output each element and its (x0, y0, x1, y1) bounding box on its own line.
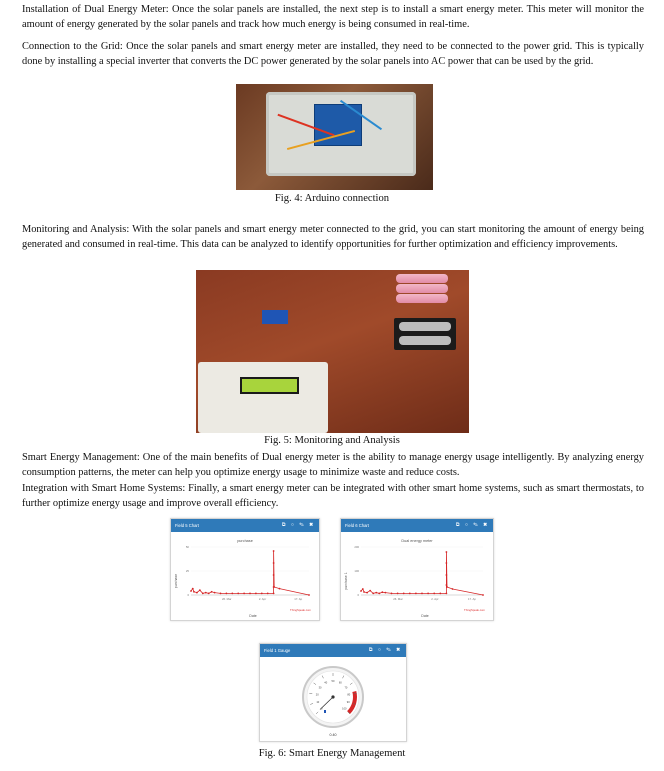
gauge-tick-label: 70 (344, 686, 348, 690)
gauge-tick-label: 90 (346, 700, 350, 704)
y-tick-label: 200 (354, 545, 359, 549)
data-point (433, 593, 435, 595)
paragraph-grid-connection: Connection to the Grid: Once the solar panels and smart energy meter are installed, they need to be connected to the power grid. This is typically done by installing a special inverter that converts the DC power generated by the solar panels into AC power that can be used by the grid. (22, 41, 644, 67)
gauge-tick-label: 40 (324, 681, 328, 685)
data-point (220, 593, 222, 595)
x-tick-label: 26. Mar (222, 597, 232, 601)
field6-x-axis-label: Date (421, 614, 429, 618)
field6-credit[interactable]: ThingSpeak.com (464, 608, 485, 612)
data-point (363, 591, 365, 593)
data-point (308, 594, 310, 596)
field5-credit[interactable]: ThingSpeak.com (290, 608, 311, 612)
y-tick-label: 100 (354, 569, 359, 573)
y-tick-label: 50 (185, 545, 189, 549)
paragraph-monitoring: Monitoring and Analysis: With the solar panels and smart energy meter connected to the grid, you can start monitoring the amount of energy being generated and consumed in real-time. This data can be analyzed to identify opportunities for further optimization and efficiency improvements. (22, 224, 644, 250)
monitoring-setup-photo (196, 270, 469, 433)
field1-gauge-header: Field 1 Gauge (264, 648, 291, 653)
field5-line-chart (171, 533, 319, 619)
data-point (279, 588, 281, 590)
gauge-tick-label: 60 (338, 681, 342, 685)
data-point (273, 586, 275, 588)
data-point (255, 593, 257, 595)
data-point (369, 590, 371, 592)
data-point (409, 593, 411, 595)
gauge-tick-label: 10 (316, 700, 320, 704)
data-point (249, 593, 251, 595)
data-point (193, 591, 195, 593)
data-point (415, 593, 417, 595)
data-point (366, 592, 368, 594)
data-point (273, 574, 275, 576)
data-point (439, 593, 441, 595)
x-tick-label: 2. Apr (431, 597, 439, 601)
data-point (362, 588, 364, 590)
x-tick-label: 17. Ap (467, 597, 476, 601)
data-point (446, 586, 448, 588)
x-tick-label: 2. Apr (258, 597, 267, 601)
gauge-tick-label: 20 (315, 693, 319, 697)
meter-enclosure (198, 362, 328, 433)
data-point (202, 593, 204, 595)
figure-4-caption: Fig. 4: Arduino connection (274, 193, 390, 204)
data-point (273, 562, 275, 564)
data-point (381, 591, 383, 593)
data-point (378, 593, 380, 595)
lcd-display (240, 377, 299, 394)
battery-cell (396, 274, 448, 283)
data-point (446, 584, 448, 586)
data-point (205, 592, 207, 594)
x-tick-label: 26. Mar (393, 597, 403, 601)
gauge-tick-label: 80 (347, 693, 351, 697)
data-point (391, 593, 393, 595)
data-point (372, 593, 374, 595)
field6-chart-title: Dual energy meter (401, 539, 433, 543)
data-point (199, 589, 201, 591)
paragraph-smart-home: Integration with Smart Home Systems: Finally, a smart energy meter can be integrated with other smart home systems, such as smart thermostats, to further optimize energy usage and improve overall efficiency. (22, 483, 644, 509)
data-point (360, 590, 362, 592)
gauge-tick-label: 100 (342, 707, 347, 711)
data-point (427, 593, 429, 595)
gauge-tick-label: 30 (318, 686, 322, 690)
field5-y-axis-label: purchase (174, 573, 178, 589)
field5-chart-header: Field 5 Chart (175, 523, 199, 528)
data-point (237, 593, 239, 595)
gauge-tick-label: 0 (320, 707, 323, 711)
battery-cell (396, 294, 448, 303)
data-point (452, 588, 454, 590)
data-point (226, 593, 228, 595)
paragraph-smart-management: Smart Energy Management: One of the main benefits of Dual energy meter is the ability to manage energy usage intelligently. By analyzing energy consumption patterns, the meter can help you optimize energy usage to minimize waste and reduce costs. (22, 452, 644, 478)
figure-5-caption: Fig. 5: Monitoring and Analysis (264, 435, 400, 446)
field1-gauge-widget (259, 643, 407, 742)
data-point (446, 551, 448, 553)
field6-y-axis-label: purchase 1 (344, 572, 348, 590)
data-point (231, 593, 233, 595)
data-point (243, 593, 245, 595)
data-point (397, 593, 399, 595)
field6-chart-widget (340, 518, 494, 621)
y-tick-label: 25 (185, 569, 189, 573)
battery-cell (399, 336, 451, 345)
field5-chart-widget (170, 518, 320, 621)
data-point (211, 591, 213, 593)
data-point (273, 550, 275, 552)
x-tick-label: 17. Ap (294, 597, 303, 601)
field6-line-chart (341, 533, 493, 619)
data-point (446, 574, 448, 576)
paragraph-dual-meter-install: Installation of Dual Energy Meter: Once the solar panels are installed, the next step is to install a smart energy meter. This meter will monitor the amount of energy generated by the solar panels and track how much energy is being consumed in real-time. (22, 4, 644, 30)
y-tick-label: 0 (357, 593, 359, 597)
gauge-value-text: 0.40 (329, 733, 337, 737)
data-point (403, 593, 405, 595)
data-point (208, 593, 210, 595)
data-point (482, 594, 484, 596)
widget-tool-icons[interactable]: ⧉ ○ ✎ ✖ (368, 647, 402, 653)
data-point (192, 588, 194, 590)
data-point (261, 593, 263, 595)
field1-gauge (260, 657, 406, 741)
series-line (361, 552, 483, 595)
data-point (190, 590, 192, 592)
data-point (446, 562, 448, 564)
battery-cell (399, 322, 451, 331)
arduino-connection-photo (236, 84, 433, 190)
widget-tool-icons[interactable]: ⧉ ○ ✎ ✖ (455, 522, 489, 528)
gauge-tick-label: 50 (331, 680, 335, 683)
data-point (421, 593, 423, 595)
widget-tool-icons[interactable]: ⧉ ○ ✎ ✖ (281, 522, 315, 528)
data-point (446, 593, 448, 595)
field5-chart-title: purchase (237, 539, 253, 543)
data-point (196, 592, 198, 594)
data-point (375, 592, 377, 594)
data-point (385, 592, 387, 594)
data-point (267, 593, 269, 595)
figure-6-caption: Fig. 6: Smart Energy Management (258, 748, 406, 759)
battery-cell (396, 284, 448, 293)
gauge-low-marker (324, 710, 326, 713)
field6-chart-header: Field 6 Chart (345, 523, 369, 528)
gauge-needle-hub (331, 695, 334, 698)
field5-x-axis-label: Date (249, 614, 257, 618)
series-line (191, 551, 309, 595)
data-point (273, 593, 275, 595)
y-tick-label: 0 (187, 593, 189, 597)
relay-module (262, 310, 288, 324)
data-point (214, 592, 216, 594)
